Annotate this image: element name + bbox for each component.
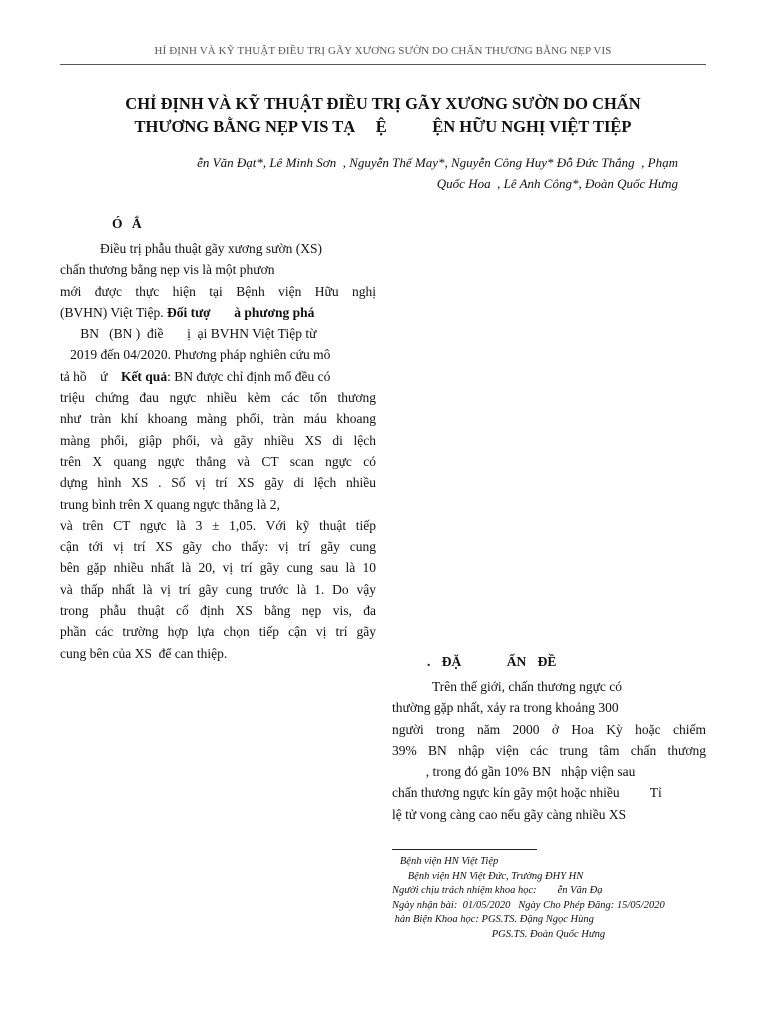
intro-body [392,676,706,825]
intro-line [392,740,706,761]
footnote-line: hản Biện Khoa học: PGS.TS. Đặng Ngọc Hùng [392,914,594,925]
abstract-line [60,579,376,600]
abstract-text: trung bình trên X quang ngực thẳng là 2, [60,496,280,512]
abstract-text: Điều trị phẫu thuật gãy xương sườn (XS) [100,241,323,256]
footnote-line: Ngày nhận bài: 01/05/2020 Ngày Cho Phép Đăng: 15/05/2020 [392,899,665,911]
author-line-2: Quốc Hoa , Lê Anh Công*, Đoàn Quốc Hưng [436,176,678,191]
abstract-text: như tràn khí khoang màng phổi, tràn máu khoang [60,411,376,427]
title-line-2: THƯƠNG BẰNG NẸP VIS TẠ Ệ ỆN HỮU NGHỊ VIỆT TIỆP [134,117,632,136]
abstract-line [60,366,376,387]
abstract-line [60,408,376,429]
abstract-text: triệu chứng đau ngực nhiều kèm các tổn thương [60,390,376,406]
abstract-line [60,472,376,493]
footnote-line: Người chịu trách nhiệm khoa học: ễn Văn Đạ [392,885,603,896]
intro-text: lệ tử vong càng cao nếu gãy càng nhiều XS [392,806,627,822]
abstract-line [60,238,376,259]
intro-heading: . ĐẶ ẤN ĐỀ [427,654,557,669]
footnotes [392,855,706,942]
author-line-1: ễn Văn Đạt*, Lê Minh Sơn , Nguyễn Thế May*, Nguyễn Công Huy* Đỗ Đức Thắng , Phạm [197,155,678,170]
abstract-line [60,451,376,472]
abstract-text: : BN được chỉ định mổ đều có [167,368,331,384]
abstract-text: tả hồ ứ [60,368,121,384]
abstract-bold-text: Đối tượ à phương phá [166,304,315,320]
abstract-line [60,643,376,664]
abstract-line [60,494,376,515]
intro-text: Trên thế giới, chấn thương ngực có [432,679,623,694]
abstract-text: và trên CT ngực là 3 ± 1,05. Với kỹ thuật tiếp [60,517,376,533]
paper-title [60,92,706,138]
author-list [60,152,706,194]
abstract-bold-text: Kết quả [120,368,168,384]
abstract-line [60,323,376,344]
abstract-line [60,259,376,280]
abstract-body [60,238,376,664]
abstract-text: cận tới vị trí XS gãy cho thấy: vị trí gãy cung [60,539,376,555]
intro-line [392,761,706,782]
abstract-line [60,344,376,365]
abstract-text: mới được thực hiện tại Bệnh viện Hữu nghị [60,283,376,299]
abstract-text: 2019 đến 04/2020. Phương pháp nghiên cứu mô [60,347,331,363]
abstract-text: màng phổi, giập phổi, và gãy nhiều XS di lệch [60,432,376,448]
abstract-line [60,281,376,302]
abstract-line [60,515,376,536]
abstract-line [60,387,376,408]
abstract-text: bên gặp nhiều nhất là 20, vị trí gãy cung sau là 10 [60,560,376,576]
abstract-text: và thấp nhất là vị trí gãy cung trước là 1. Do vậy [60,581,376,597]
header-rule [60,64,706,65]
intro-line [392,676,706,697]
intro-text: thường gặp nhất, xảy ra trong khoảng 300 [392,700,619,716]
abstract-text: (BVHN) Việt Tiệp. [60,304,167,320]
intro-line [392,697,706,718]
abstract-text: phần các trường hợp lựa chọn tiếp cận vị trí gãy [60,624,376,640]
abstract-line [60,600,376,621]
abstract-text: BN (BN ) điề ị ại BVHN Việt Tiệp từ [60,326,317,342]
abstract-heading: Ó Ắ [112,216,142,231]
intro-line [392,719,706,740]
footnote-line: PGS.TS. Đoàn Quốc Hưng [392,928,606,940]
abstract-text: dựng hình XS . Số vị trí XS gãy di lệch nhiều [60,475,376,491]
intro-text: người trong năm 2000 ở Hoa Kỳ hoặc chiếm [392,721,706,737]
intro-text: chấn thương ngực kín gãy một hoặc nhiều Tỉ [392,785,662,801]
abstract-line [60,621,376,642]
title-line-1: CHỈ ĐỊNH VÀ KỸ THUẬT ĐIỀU TRỊ GÃY XƯƠNG SƯỜN DO CHẤN [125,94,641,113]
footnote-line: Bệnh viện HN Việt Đức, Trường ĐHY HN [392,870,584,882]
abstract-text: cung bên của XS để can thiệp. [60,645,228,661]
intro-text: 39% BN nhập viện các trung tâm chấn thương [392,742,706,758]
footnote-rule [392,849,537,850]
abstract-line [60,557,376,578]
abstract-line [60,536,376,557]
intro-line [392,782,706,803]
intro-line [392,804,706,825]
footnote-line: Bệnh viện HN Việt Tiệp [392,856,499,867]
abstract-text: chấn thương bằng nẹp vis là một phươn [60,262,275,278]
running-header: HỈ ĐỊNH VÀ KỸ THUẬT ĐIỀU TRỊ GÃY XƯƠNG SƯỜN DO CHẤN THƯƠNG BẰNG NẸP VIS [154,45,612,57]
abstract-line [60,430,376,451]
abstract-text: trên X quang ngực thẳng và CT scan ngực có [60,453,376,469]
abstract-text: trong phẫu thuật cố định XS bằng nẹp vis, đa [60,603,376,619]
intro-text: , trong đó gần 10% BN nhập viện sau [392,764,636,780]
abstract-line [60,302,376,323]
